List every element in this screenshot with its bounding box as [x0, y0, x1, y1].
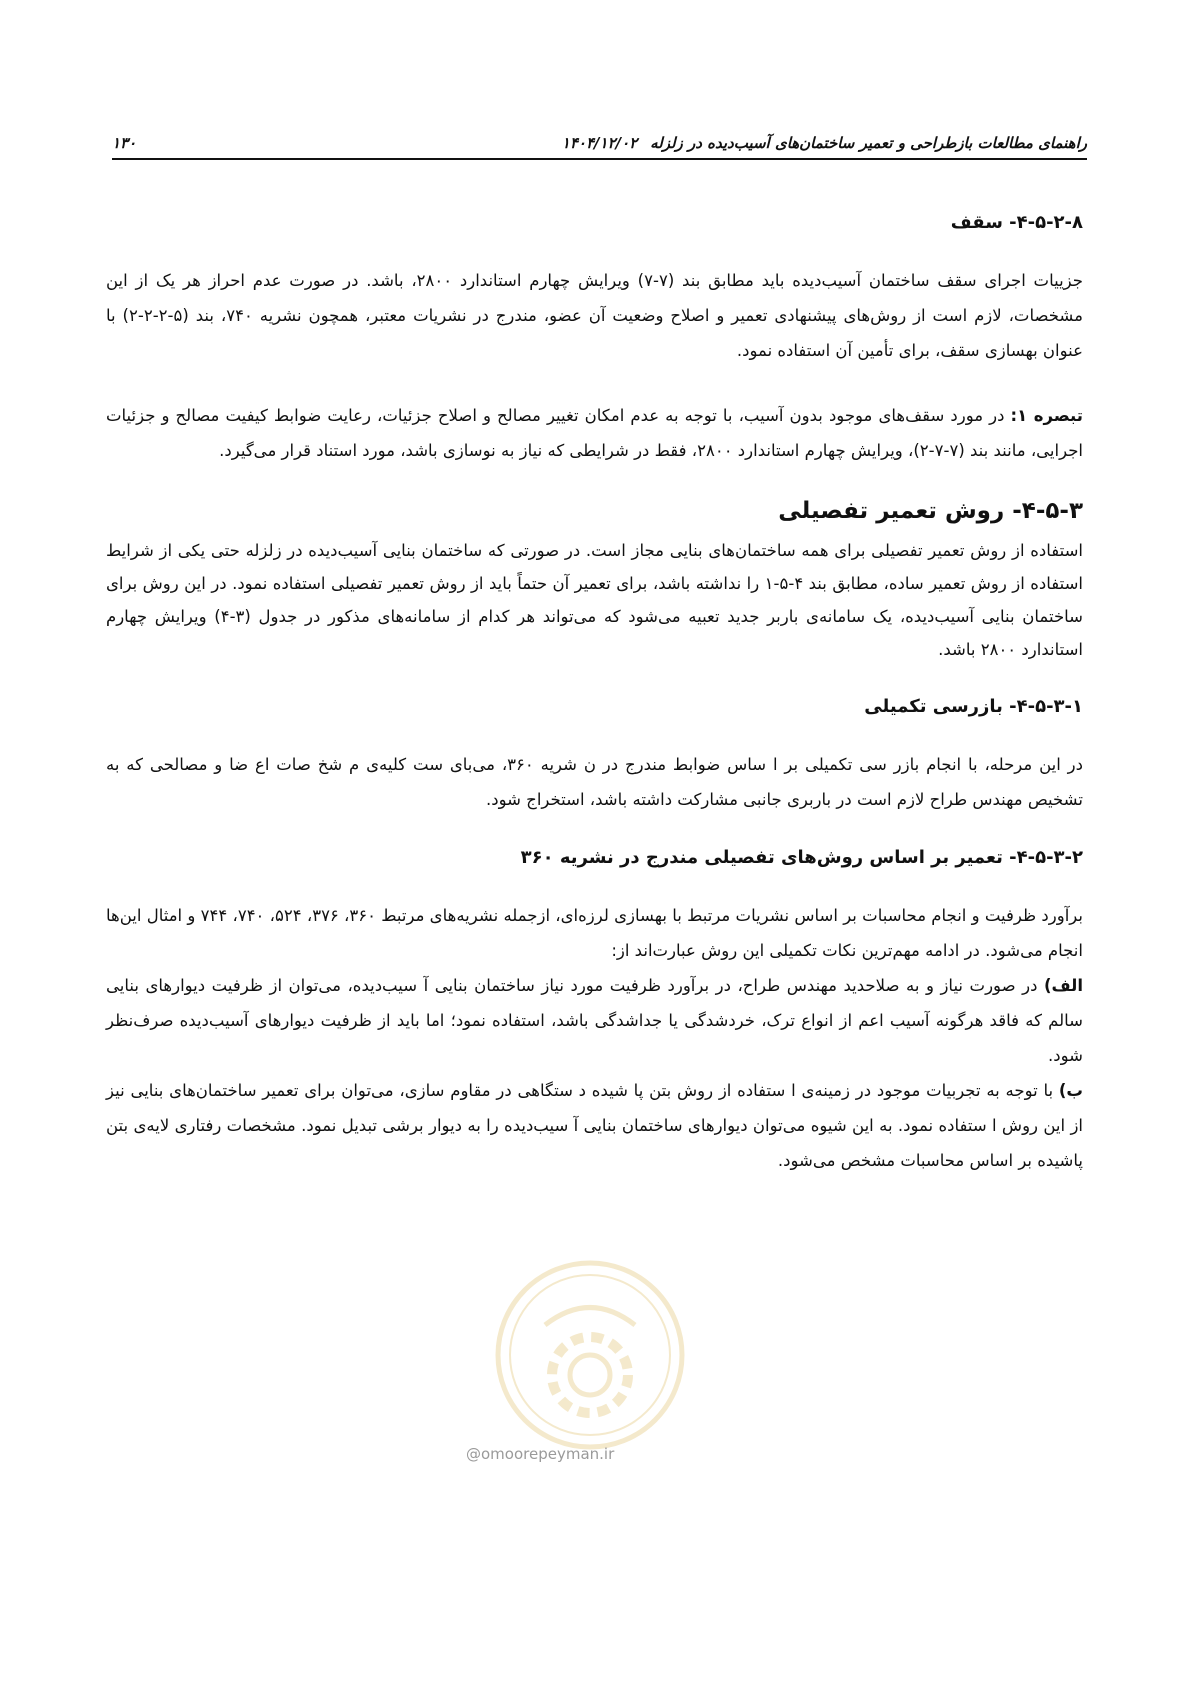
header-date: ۱۴۰۴/۱۲/۰۲ [561, 134, 638, 152]
running-header [112, 130, 1087, 160]
list-text: در صورت نیاز و به صلاحدید مهندس طراح، در برآورد ظرفیت مورد نیاز ساختمان بنایی آ سیب‌دیده، می‌توان از ظرفیت دیوارهای بنایی سالم که فاقد هرگونه آسیب اعم از انواع ترک، خردشدگی یا جداشدگی باشد، استفاده نمود؛ اما باید از ظرفیت دیوارهای آسیب‌دیده صرف‌نظر شود. [106, 976, 1083, 1065]
section-heading: ۴-۵-۲-۸- سقف [950, 212, 1083, 233]
list-label: ب) [1058, 1081, 1083, 1100]
watermark-text: @omoorepeyman.ir [466, 1445, 615, 1463]
section-heading: ۴-۵-۳-۲- تعمیر بر اساس روش‌های تفصیلی مندرج در نشریه ۳۶۰ [520, 847, 1083, 868]
paragraph: جزییات اجرای سقف ساختمان آسیب‌دیده باید مطابق بند (۷-۷) ویرایش چهارم استاندارد ۲۸۰۰، باشد. در صورت عدم احراز هر یک از این مشخصات، لازم است از روش‌های پیشنهادی تعمیر و اصلاح وضعیت آن عضو، مندرج در نشریات معتبر، همچون نشریه ۷۴۰، بند (۵-۲-۲-۲) با عنوان بهسازی سقف، برای تأمین آن استفاده نمود. [106, 271, 1083, 360]
note-text: در مورد سقف‌های موجود بدون آسیب، با توجه به عدم امکان تغییر مصالح و اصلاح جزئیات، رعایت ضوابط کیفیت مصالح و جزئیات اجرایی، مانند بند (۷-۷-۲)، ویرایش چهارم استاندارد ۲۸۰۰، فقط در شرایطی که نیاز به نوسازی باشد، مورد استناد قرار می‌گیرد. [106, 406, 1083, 460]
watermark-gear-seal-icon [490, 1255, 690, 1455]
document-body [106, 212, 1083, 1208]
list-item-be [106, 1073, 1083, 1178]
paragraph: در این مرحله، با انجام بازر سی تکمیلی بر ا ساس ضوابط مندرج در ن شریه ۳۶۰، می‌بای ست کلیه‌ی م شخ صات اع ضا و مصالحی که به تشخیص مهندس طراح لازم است در باربری جانبی مشارکت داشته باشد، استخراج شود. [106, 755, 1083, 809]
paragraph: برآورد ظرفیت و انجام محاسبات بر اساس نشریات مرتبط با بهسازی لرزه‌ای، ازجمله نشریه‌های مرتبط ۳۶۰، ۳۷۶، ۵۲۴، ۷۴۰، ۷۴۴ و امثال این‌ها انجام می‌شود. در ادامه مهم‌ترین نکات تکمیلی این روش عبارت‌اند از: [106, 906, 1083, 960]
note-paragraph [106, 398, 1083, 468]
list-text: با توجه به تجربیات موجود در زمینه‌ی ا ستفاده از روش بتن پا شیده د ستگاهی در مقاوم سازی، می‌توان برای تعمیر ساختمان‌های بنایی نیز از این روش ا ستفاده نمود. به این شیوه می‌توان دیوارهای ساختمان بنایی آ سیب‌دیده را به دیوار برشی تبدیل نمود. مشخصات رفتاری لایه‌ی بتن پاشیده بر اساس محاسبات مشخص می‌شود. [106, 1081, 1083, 1170]
list-item-alef [106, 968, 1083, 1073]
list-label: الف) [1043, 976, 1083, 995]
header-title: راهنمای مطالعات بازطراحی و تعمیر ساختمان‌های آسیب‌دیده در زلزله [650, 134, 1087, 152]
note-label: تبصره ۱: [1010, 406, 1083, 425]
section-heading: ۴-۵-۳- روش تعمیر تفصیلی [778, 498, 1083, 524]
section-heading: ۴-۵-۳-۱- بازرسی تکمیلی [864, 696, 1083, 717]
paragraph: استفاده از روش تعمیر تفصیلی برای همه ساختمان‌های بنایی مجاز است. در صورتی که ساختمان بنایی آسیب‌دیده در زلزله حتی یکی از شرایط استفاده از روش تعمیر ساده، مطابق بند ۴-۵-۱ را نداشته باشد، برای تعمیر آن حتماً باید از روش تعمیر تفصیلی استفاده نمود. در این روش برای ساختمان بنایی آسیب‌دیده، یک سامانه‌ی باربر جدید تعبیه می‌شود که می‌تواند هر کدام از سامانه‌های مذکور در جدول (۳-۴) ویرایش چهارم استاندارد ۲۸۰۰ باشد. [106, 541, 1083, 659]
page-number: ۱۳۰ [112, 134, 137, 152]
